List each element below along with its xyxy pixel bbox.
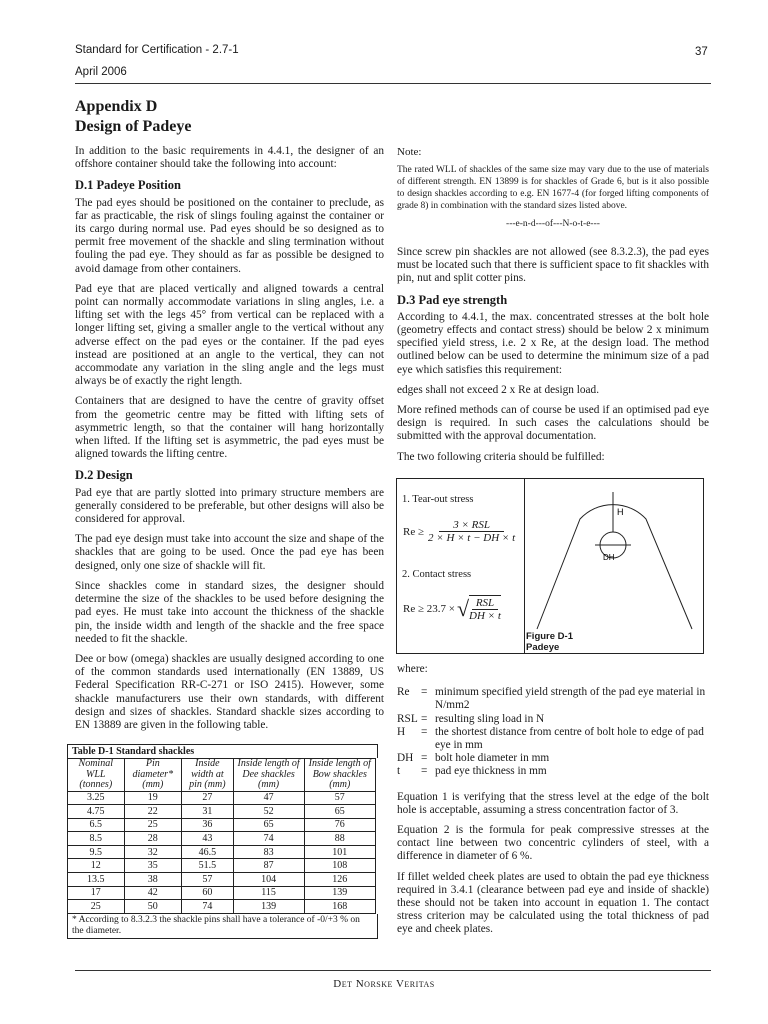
header-date: April 2006 (75, 66, 127, 78)
d1-paragraph: Containers that are designed to have the centre of gravity offset from the geometric centre may be fitted with lifting sets of asymmetric length, so that the container will hang horizontally when lifted. If the lifting set is asymmetric, the pad eyes must be aligned towards the lifting centre. (75, 395, 384, 461)
definition-symbol: H (397, 725, 406, 738)
table-cell: 6.5 (68, 818, 125, 832)
eq2-fraction (469, 595, 501, 622)
table-cell: 88 (304, 832, 375, 846)
note-end: ---e-n-d---of---N-o-t-e--- (506, 219, 600, 229)
definitions-list (397, 686, 709, 778)
eq2-denominator: DH × t (469, 610, 501, 622)
definition-item: t = pad eye thickness in mm (397, 765, 709, 778)
right-column-lower (397, 663, 709, 944)
table-cell: 8.5 (68, 832, 125, 846)
eq2-lhs: Re ≥ 23.7 × (403, 602, 455, 615)
appendix-title: Design of Padeye (75, 118, 192, 135)
eq2-numerator: RSL (472, 597, 498, 610)
definition-item: Re = minimum specified yield strength of the pad eye material in N/mm2 (397, 686, 709, 712)
table-cell: 17 (68, 886, 125, 900)
shackle-table (67, 758, 376, 914)
table-cell: 36 (182, 818, 234, 832)
table-cell: 126 (304, 873, 375, 887)
tear-out-label: 1. Tear-out stress (402, 494, 474, 505)
note-block (397, 146, 709, 230)
table-cell: 4.75 (68, 805, 125, 819)
column-header: Pin diameter* (mm) (124, 759, 182, 792)
table-cell: 168 (304, 900, 375, 914)
table-cell: 101 (304, 845, 375, 859)
screw-pin-paragraph: Since screw pin shackles are not allowed (see 8.3.2.3), the pad eyes must be located such that there is sufficient space to fit shackles with pin, nut and split cotter pins. (397, 246, 709, 285)
table-cell: 76 (304, 818, 375, 832)
contact-stress-label: 2. Contact stress (402, 569, 472, 580)
appendix-label: Appendix D (75, 98, 158, 115)
equation-1 (403, 519, 515, 544)
table-cell: 9.5 (68, 845, 125, 859)
definition-text: minimum specified yield strength of the pad eye material in N/mm2 (435, 686, 706, 712)
d3-paragraph: edges shall not exceed 2 x Re at design load. (397, 383, 600, 396)
d3-paragraph: More refined methods can of course be used if an optimised pad eye design is required. In such cases the calculations should be submitted with the approval documentation. (397, 404, 709, 443)
footer-rule (75, 970, 711, 971)
intro-paragraph: In addition to the basic requirements in 4.4.1, the designer of an offshore container should take the following into account: (75, 145, 384, 171)
table-row (68, 832, 376, 846)
table-cell: 87 (233, 859, 304, 873)
eq1-denominator: 2 × H × t − DH × t (428, 532, 516, 544)
figure-caption-sub: Padeye (526, 642, 560, 653)
dh-label: DH (603, 553, 615, 562)
table-cell: 83 (233, 845, 304, 859)
table-cell: 104 (233, 873, 304, 887)
definition-symbol: RSL (397, 712, 418, 725)
footer-text: Det Norske Veritas (333, 978, 435, 990)
d3-paragraph: According to 4.4.1, the max. concentrated stresses at the bolt hole (geometry effects and contact stress) should be below 2 x minimum specified yield stress, i.e. 2 x Re, at the design load. The method outlined below can be used to determine the minimum size of a pad eye which satisfies this requirement: (397, 310, 709, 376)
table-cell: 46.5 (182, 845, 234, 859)
table-cell: 74 (233, 832, 304, 846)
table-cell: 35 (124, 859, 182, 873)
table-cell: 139 (304, 886, 375, 900)
column-header: Nominal WLL (tonnes) (68, 759, 125, 792)
column-header: Inside width at pin (mm) (182, 759, 234, 792)
table-cell: 28 (124, 832, 182, 846)
table-cell: 60 (182, 886, 234, 900)
sqrt-sign: √ (456, 595, 470, 621)
eq1-fraction (428, 519, 515, 544)
table-cell: 52 (233, 805, 304, 819)
table-cell: 139 (233, 900, 304, 914)
table-cell: 3.25 (68, 791, 125, 805)
table-cell: 115 (233, 886, 304, 900)
table-footnote: * According to 8.3.2.3 the shackle pins shall have a tolerance of -0/+3 % on the diameter. (67, 914, 378, 939)
definition-symbol: Re (397, 686, 410, 699)
table-row (68, 805, 376, 819)
d2-paragraph: Since shackles come in standard sizes, the designer should determine the size of the shackles to be used before designing the pad eyes. He must take into account the thickness of the shackle pin, the inside width and length of the shackle and the free space needed to fit the shackle. (75, 579, 384, 645)
eq1-numerator: 3 × RSL (439, 519, 504, 532)
definition-item: RSL = resulting sling load in N (397, 713, 709, 726)
table-cell: 50 (124, 900, 182, 914)
table-cell: 57 (182, 873, 234, 887)
table-header-row (68, 759, 376, 792)
table-cell: 22 (124, 805, 182, 819)
table-cell: 12 (68, 859, 125, 873)
figure-caption-title: Figure D-1 (526, 631, 573, 642)
table-cell: 32 (124, 845, 182, 859)
definition-item: DH = bolt hole diameter in mm (397, 752, 709, 765)
table-row (68, 818, 376, 832)
closing-paragraph: Equation 2 is the formula for peak compressive stresses at the contact line between two concentric cylinders of steel, with a difference in diameter of 6 %. (397, 824, 709, 863)
table-row (68, 873, 376, 887)
padeye-drawing (525, 479, 703, 653)
definition-text: bolt hole diameter in mm (435, 752, 550, 765)
table-cell: 65 (304, 805, 375, 819)
table-cell: 42 (124, 886, 182, 900)
table-row (68, 791, 376, 805)
definition-symbol: t (397, 765, 401, 778)
table-cell: 51.5 (182, 859, 234, 873)
left-column (75, 97, 384, 739)
shackle-table-block (67, 744, 378, 939)
table-caption: Table D-1 Standard shackles (67, 744, 378, 758)
table-cell: 57 (304, 791, 375, 805)
table-row (68, 886, 376, 900)
d2-paragraph: Dee or bow (omega) shackles are usually designed according to one of the common standards used internationally (EN 13889, US Federal Specification RR-C-271 or ISO 2415). However, some shackle manufacturers use their own standards, with different design and sizes of shackles. Standard shackle sizes according to EN 13889 are given in the following table. (75, 652, 384, 731)
d3-paragraph: The two following criteria should be fulfilled: (397, 450, 605, 463)
definition-symbol: DH (397, 752, 414, 765)
table-cell: 19 (124, 791, 182, 805)
d2-paragraph: The pad eye design must take into account the size and shape of the shackles that are going to be used. Once the pad eye has been designed, only one size of shackle will fit. (75, 533, 384, 572)
closing-paragraph: If fillet welded cheek plates are used to obtain the pad eye thickness required in 3.4.1 (clearance between pad eye and inside of shackle) these should not be taken into account in equation 1. The contact stress criterion may be calculated using the total thickness of pad eye and cheek plates. (397, 870, 709, 936)
table-cell: 43 (182, 832, 234, 846)
definition-text: resulting sling load in N (435, 712, 545, 725)
table-cell: 25 (124, 818, 182, 832)
table-row (68, 845, 376, 859)
definition-text: the shortest distance from centre of bolt hole to edge of pad eye in mm (435, 725, 704, 752)
header-rule (75, 83, 711, 84)
table-cell: 74 (182, 900, 234, 914)
table-cell: 38 (124, 873, 182, 887)
eq1-lhs: Re ≥ (403, 525, 425, 538)
d1-paragraph: The pad eyes should be positioned on the container to preclude, as far as practicable, the risk of slings fouling against the container or its cargo during normal use. Pad eyes should be so designed as to permit free movement of the shackle and sling termination without fouling the pad eye. They should as far as possible be designed to avoid damage from other containers. (75, 196, 384, 275)
h-label: H (617, 507, 624, 517)
column-header: Inside length of Bow shackles (mm) (304, 759, 375, 792)
note-text: The rated WLL of shackles of the same size may vary due to the use of materials of different strength. EN 13899 is for shackles of Grade 6, but is it also possible to design shackles according to e.g. EN 1677-4 (for forged lifting components of grade 8) in combination with the standard sizes listed above. (397, 165, 709, 211)
table-cell: 108 (304, 859, 375, 873)
table-body (68, 791, 376, 913)
header-standard: Standard for Certification - 2.7-1 (75, 44, 239, 56)
table-cell: 31 (182, 805, 234, 819)
padeye-outline (537, 505, 692, 629)
right-column (397, 146, 709, 471)
d2-paragraph: Pad eye that are partly slotted into primary structure members are generally considered to be preferable, but other designs will also be considered for approval. (75, 486, 384, 526)
d2-heading: D.2 Design (75, 468, 133, 483)
column-header: Inside length of Dee shackles (mm) (233, 759, 304, 792)
closing-paragraph: Equation 1 is verifying that the stress level at the edge of the bolt hole is acceptable, assuming a stress concentration factor of 3. (397, 790, 709, 816)
d1-heading: D.1 Padeye Position (75, 178, 181, 193)
equation-2 (403, 595, 501, 622)
note-label: Note: (397, 146, 422, 158)
page-number: 37 (695, 46, 708, 58)
figure-box (396, 478, 704, 654)
table-row (68, 859, 376, 873)
definition-text: pad eye thickness in mm (435, 765, 547, 778)
table-cell: 25 (68, 900, 125, 914)
table-cell: 65 (233, 818, 304, 832)
table-cell: 27 (182, 791, 234, 805)
table-cell: 13.5 (68, 873, 125, 887)
where-label: where: (397, 663, 428, 675)
table-row (68, 900, 376, 914)
d1-paragraph: Pad eye that are placed vertically and aligned towards a central point can normally accommodate variations in sling angles, i.e. a lifting set with the legs 45° from vertical can be replaced with a longer lifting set, giving a smaller angle to the vertical without any adverse effect on the pad eyes or the container. If the pad eyes instead are positioned at an angle to the vertical, they can not accommodate any variation in the sling angle and the legs must always be of exactly the right length. (75, 282, 384, 388)
figure-caption (526, 631, 573, 653)
d3-heading: D.3 Pad eye strength (397, 292, 508, 307)
table-cell: 47 (233, 791, 304, 805)
definition-item: H = the shortest distance from centre of bolt hole to edge of pad eye in mm (397, 726, 709, 752)
